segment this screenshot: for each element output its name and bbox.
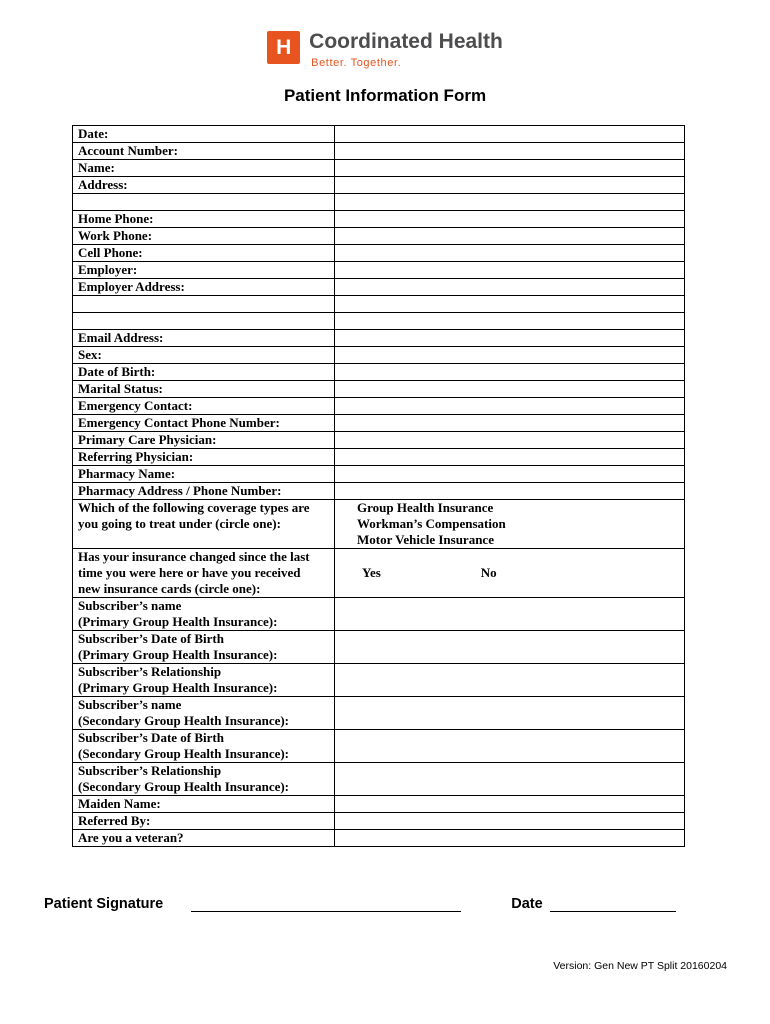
- table-row: [73, 795, 684, 812]
- row-value[interactable]: [335, 381, 684, 397]
- row-label: Referring Physician:: [73, 449, 335, 465]
- table-row: [73, 193, 684, 210]
- row-value[interactable]: [335, 664, 684, 696]
- row-label: Work Phone:: [73, 228, 335, 244]
- table-row: [73, 482, 684, 499]
- patient-signature-field[interactable]: [191, 894, 461, 912]
- row-value[interactable]: [335, 631, 684, 663]
- table-row: [73, 812, 684, 829]
- table-row: [73, 499, 684, 548]
- table-row: [73, 278, 684, 295]
- signature-date-field[interactable]: [550, 894, 676, 912]
- logo-name: Coordinated Health: [309, 30, 503, 53]
- row-label: Subscriber’s Date of Birth (Primary Group Health Insurance):: [73, 631, 335, 663]
- patient-signature-label: Patient Signature: [44, 896, 164, 912]
- version-text: Version: Gen New PT Split 20160204: [553, 960, 727, 972]
- logo: [0, 31, 770, 69]
- table-row: [73, 159, 684, 176]
- table-row: [73, 329, 684, 346]
- table-row: [73, 244, 684, 261]
- circle-option[interactable]: No: [480, 565, 497, 580]
- row-value[interactable]: [335, 483, 684, 499]
- row-label: Home Phone:: [73, 211, 335, 227]
- form-table: [72, 125, 685, 847]
- row-value[interactable]: [335, 330, 684, 346]
- table-row: [73, 597, 684, 630]
- row-label: Subscriber’s Relationship (Secondary Group Health Insurance):: [73, 763, 335, 795]
- row-label: Account Number:: [73, 143, 335, 159]
- logo-tagline: Better. Together.: [311, 57, 402, 69]
- row-label: Which of the following coverage types are you going to treat under (circle one):: [73, 500, 335, 548]
- row-value[interactable]: [335, 598, 684, 630]
- page-title: Patient Information Form: [283, 86, 487, 105]
- row-label: [73, 313, 335, 329]
- row-value[interactable]: [335, 211, 684, 227]
- coordinated-health-logo-icon: H: [267, 31, 300, 64]
- row-label: Emergency Contact:: [73, 398, 335, 414]
- row-value[interactable]: [335, 143, 684, 159]
- row-value[interactable]: [335, 126, 684, 142]
- row-value[interactable]: [335, 466, 684, 482]
- table-row: [73, 729, 684, 762]
- row-value[interactable]: [335, 415, 684, 431]
- row-value[interactable]: [335, 194, 684, 210]
- table-row: [73, 312, 684, 329]
- row-label: Name:: [73, 160, 335, 176]
- table-row: [73, 448, 684, 465]
- table-row: [73, 227, 684, 244]
- signature-block: [44, 894, 676, 912]
- row-value[interactable]: [335, 500, 684, 548]
- table-row: [73, 630, 684, 663]
- row-value[interactable]: [335, 228, 684, 244]
- row-label: [73, 194, 335, 210]
- table-row: [73, 829, 684, 846]
- row-value[interactable]: [335, 449, 684, 465]
- row-value[interactable]: [335, 398, 684, 414]
- row-value[interactable]: [335, 813, 684, 829]
- coverage-option[interactable]: Motor Vehicle Insurance: [357, 532, 494, 547]
- row-value[interactable]: [335, 313, 684, 329]
- table-row: [73, 414, 684, 431]
- row-value[interactable]: [335, 347, 684, 363]
- table-row: [73, 346, 684, 363]
- row-label: Employer:: [73, 262, 335, 278]
- row-value[interactable]: [335, 245, 684, 261]
- row-value[interactable]: [335, 549, 684, 597]
- table-row: [73, 142, 684, 159]
- row-value[interactable]: [335, 296, 684, 312]
- table-row: [73, 397, 684, 414]
- row-label: Date of Birth:: [73, 364, 335, 380]
- row-value[interactable]: [335, 796, 684, 812]
- coverage-option[interactable]: Workman’s Compensation: [357, 516, 506, 531]
- table-row: [73, 431, 684, 448]
- row-value[interactable]: [335, 364, 684, 380]
- row-label: Sex:: [73, 347, 335, 363]
- row-label: Subscriber’s name (Primary Group Health Insurance):: [73, 598, 335, 630]
- coverage-option[interactable]: Group Health Insurance: [357, 500, 494, 515]
- table-row: [73, 548, 684, 597]
- row-value[interactable]: [335, 730, 684, 762]
- row-label: [73, 296, 335, 312]
- row-value[interactable]: [335, 160, 684, 176]
- row-label: Subscriber’s Date of Birth (Secondary Group Health Insurance):: [73, 730, 335, 762]
- table-row: [73, 210, 684, 227]
- table-row: [73, 762, 684, 795]
- row-label: Pharmacy Name:: [73, 466, 335, 482]
- row-label: Maiden Name:: [73, 796, 335, 812]
- row-value[interactable]: [335, 432, 684, 448]
- row-value[interactable]: [335, 763, 684, 795]
- row-label: Referred By:: [73, 813, 335, 829]
- row-value[interactable]: [335, 262, 684, 278]
- row-label: Primary Care Physician:: [73, 432, 335, 448]
- row-label: Pharmacy Address / Phone Number:: [73, 483, 335, 499]
- circle-option[interactable]: Yes: [362, 565, 381, 580]
- row-value[interactable]: [335, 830, 684, 846]
- table-row: [73, 261, 684, 278]
- row-label: Emergency Contact Phone Number:: [73, 415, 335, 431]
- table-row: [73, 663, 684, 696]
- logo-text: [309, 31, 503, 69]
- row-label: Date:: [73, 126, 335, 142]
- row-value[interactable]: [335, 279, 684, 295]
- row-label: Are you a veteran?: [73, 830, 335, 846]
- row-label: Subscriber’s Relationship (Primary Group Health Insurance):: [73, 664, 335, 696]
- table-row: [73, 363, 684, 380]
- table-row: [73, 176, 684, 193]
- row-value[interactable]: [335, 177, 684, 193]
- date-label: Date: [511, 896, 543, 912]
- table-row: [73, 380, 684, 397]
- table-row: [73, 126, 684, 142]
- row-label: Address:: [73, 177, 335, 193]
- table-row: [73, 295, 684, 312]
- row-label: Subscriber’s name (Secondary Group Health Insurance):: [73, 697, 335, 729]
- row-label: Has your insurance changed since the last time you were here or have you received new insurance cards (circle one):: [73, 549, 335, 597]
- row-label: Email Address:: [73, 330, 335, 346]
- table-row: [73, 696, 684, 729]
- row-value[interactable]: [335, 697, 684, 729]
- row-label: Employer Address:: [73, 279, 335, 295]
- row-label: Cell Phone:: [73, 245, 335, 261]
- row-label: Marital Status:: [73, 381, 335, 397]
- table-row: [73, 465, 684, 482]
